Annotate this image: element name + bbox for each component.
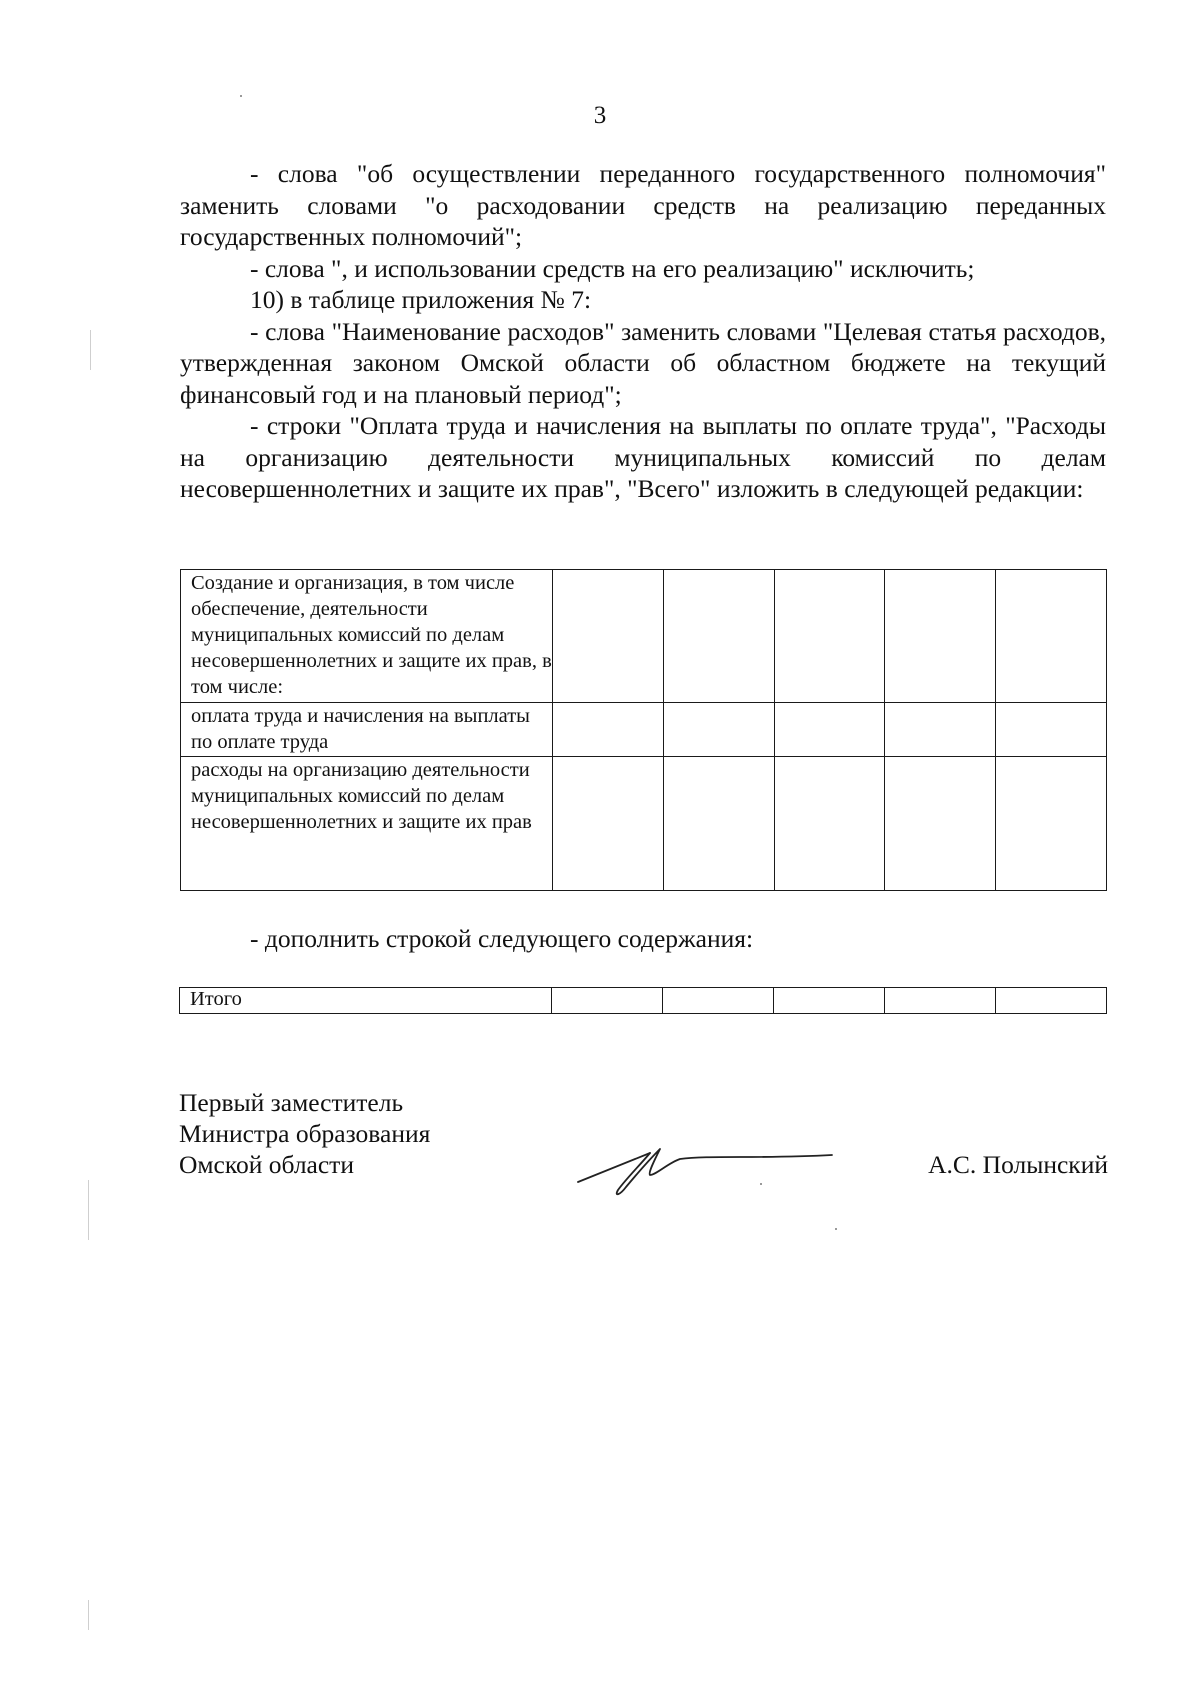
table-row [181, 570, 1107, 703]
handwritten-signature [570, 1135, 840, 1205]
table-cell [663, 703, 774, 757]
scan-speck [760, 1183, 762, 1185]
table-cell [885, 757, 996, 891]
table-cell [885, 988, 996, 1014]
table-row [181, 757, 1107, 891]
table-cell [996, 703, 1107, 757]
scan-speck [835, 1228, 837, 1230]
table-cell [774, 757, 885, 891]
table-row [180, 988, 1107, 1014]
signatory-name: А.С. Полынский [928, 1150, 1108, 1179]
signatory-position-line: Первый заместитель [179, 1088, 404, 1117]
expenses-table [180, 569, 1107, 891]
table-cell [996, 988, 1107, 1014]
table-cell-label: расходы на организацию деятельности муниципальных комиссий по делам несовершеннолетних и защите их прав [181, 757, 553, 891]
table-cell [663, 988, 774, 1014]
scan-speck [88, 1600, 89, 1630]
table-cell [996, 570, 1107, 703]
table-cell-label: оплата труда и начисления на выплаты по оплате труда [181, 703, 553, 757]
table-row [181, 703, 1107, 757]
scan-speck [240, 95, 242, 97]
table-cell [663, 570, 774, 703]
table-cell [553, 703, 664, 757]
table-cell [553, 570, 664, 703]
signatory-position-line: Министра образования [179, 1119, 431, 1148]
table-cell [885, 570, 996, 703]
table-cell [774, 570, 885, 703]
paragraph-appendix-item: 10) в таблице приложения № 7: [250, 285, 592, 314]
table-cell [774, 988, 885, 1014]
document-body [180, 158, 1106, 505]
page-number: 3 [593, 102, 607, 129]
total-table [179, 987, 1107, 1014]
table-cell [774, 703, 885, 757]
paragraph-words-replacement: - слова "об осуществлении переданного государственного полномочия" заменить словами "о расходовании средств на реализацию переданных государственных полномочий"; [180, 159, 1106, 251]
paragraph-column-rename: - слова "Наименование расходов" заменить словами "Целевая статья расходов, утвержденная законом Омской области об областном бюджете на текущий финансовый год и на плановый период"; [180, 316, 1106, 409]
table-cell [663, 757, 774, 891]
table-cell [885, 703, 996, 757]
table-cell [552, 988, 663, 1014]
table-cell-label: Итого [180, 988, 552, 1014]
table-cell [553, 757, 664, 891]
signatory-position [179, 1087, 430, 1180]
paragraph-rows-rewrite: - строки "Оплата труда и начисления на выплаты по оплате труда", "Расходы на организацию деятельности муниципальных комиссий по делам несовершеннолетних и защите их прав", "Всего" изложить в следующей редакции: [180, 411, 1106, 503]
scan-speck [88, 1180, 89, 1240]
signatory-position-line: Омской области [179, 1150, 354, 1179]
paragraph-words-exclusion: - слова ", и использовании средств на его реализацию" исключить; [250, 253, 975, 283]
table-cell-label: Создание и организация, в том числе обеспечение, деятельности муниципальных комиссий по делам несовершеннолетних и защите их прав, в том числе: [181, 570, 553, 703]
add-row-instruction: - дополнить строкой следующего содержания: [250, 924, 754, 953]
table-cell [996, 757, 1107, 891]
scan-speck [90, 330, 91, 370]
